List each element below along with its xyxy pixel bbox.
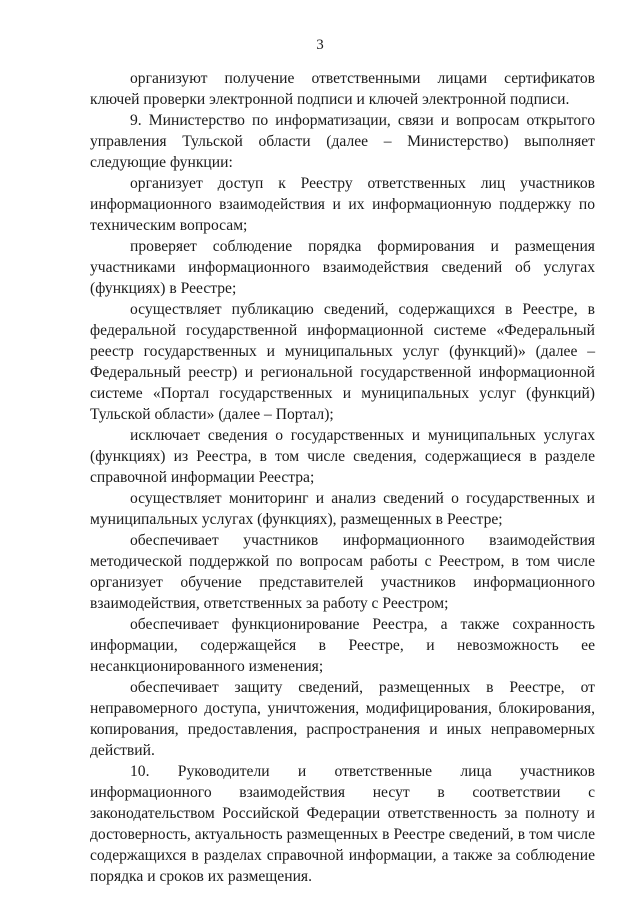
page-number: 3 (316, 37, 324, 53)
paragraph: проверяет соблюдение порядка формирования и размещения участниками информационного взаимодействия сведений об услугах (функциях) в Реестре; (90, 238, 595, 297)
paragraph: исключает сведения о государственных и муниципальных услугах (функциях) из Реестра, в том числе сведения, содержащиеся в разделе справочной информации Реестра; (90, 427, 595, 486)
paragraph: обеспечивает защиту сведений, размещенных в Реестре, от неправомерного доступа, уничтожения, модифицирования, блокирования, копирования, предоставления, распространения и иных неправомерных действий. (90, 679, 595, 759)
paragraph: 10. Руководители и ответственные лица участников информационного взаимодействия несут в соответствии с законодательством Российской Федерации ответственность за полноту и достоверность, актуальность размещенных в Реестре сведений, в том числе содержащихся в разделах справочной информации, а также за соблюдение порядка и сроков их размещения. (90, 763, 595, 885)
paragraph: организуют получение ответственными лицами сертификатов ключей проверки электронной подписи и ключей электронной подписи. (90, 70, 595, 108)
paragraph: обеспечивает функционирование Реестра, а также сохранность информации, содержащейся в Реестре, и невозможность ее несанкционированного изменения; (90, 616, 595, 675)
paragraph: организует доступ к Реестру ответственных лиц участников информационного взаимодействия и их информационную поддержку по техническим вопросам; (90, 175, 595, 234)
document-body (90, 68, 595, 887)
paragraph: осуществляет публикацию сведений, содержащихся в Реестре, в федеральной государственной информационной системе «Федеральный реестр государственных и муниципальных услуг (функций)» (далее – Федеральный реестр) и региональной государственной информационной системе «Портал государственных и муниципальных услуг (функций) Тульской области» (далее – Портал); (90, 301, 595, 423)
paragraph: осуществляет мониторинг и анализ сведений о государственных и муниципальных услугах (функциях), размещенных в Реестре; (90, 490, 595, 528)
paragraph: 9. Министерство по информатизации, связи и вопросам открытого управления Тульской области (далее – Министерство) выполняет следующие функции: (90, 112, 595, 171)
paragraph: обеспечивает участников информационного взаимодействия методической поддержкой по вопросам работы с Реестром, в том числе организует обучение представителей участников информационного взаимодействия, ответственных за работу с Реестром; (90, 532, 595, 612)
